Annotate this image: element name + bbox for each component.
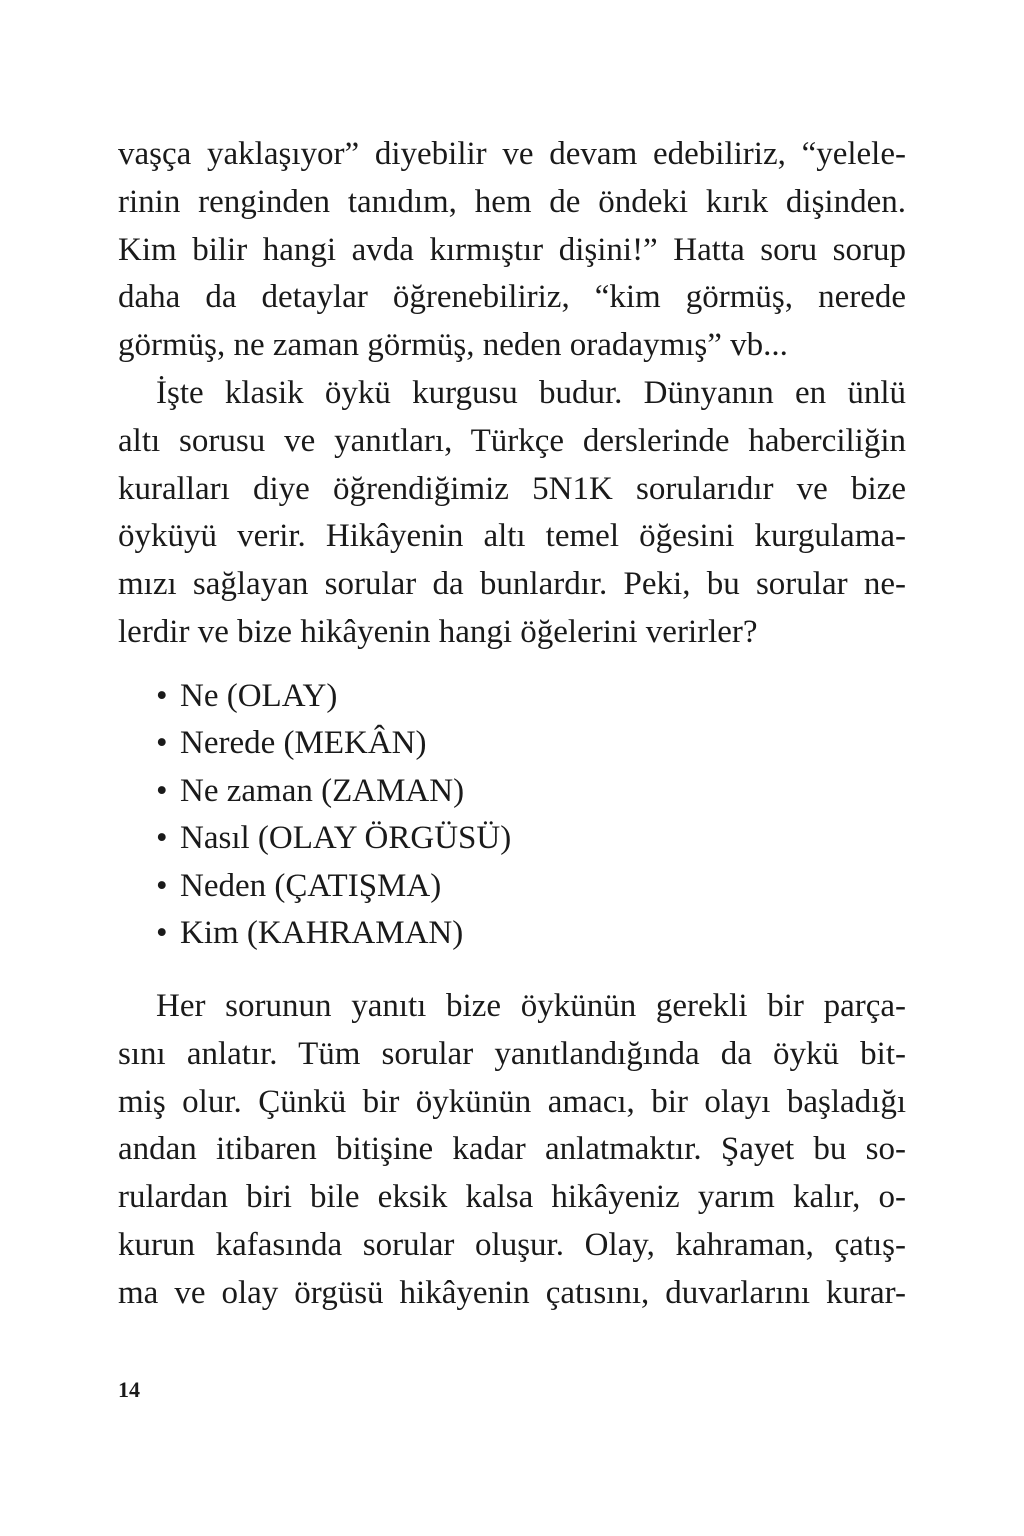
list-item-text: Ne (OLAY) (180, 678, 338, 714)
paragraph-line: daha da detaylar öğrenebiliriz, “kim görmüş, nerede (118, 279, 906, 316)
bullet-icon: • (156, 678, 168, 714)
paragraph-line: miş olur. Çünkü bir öykünün amacı, bir olayı başladığı (118, 1083, 906, 1120)
page-number: 14 (118, 1377, 140, 1402)
paragraph-line: İşte klasik öykü kurgusu budur. Dünyanın en ünlü (156, 375, 906, 411)
bullet-icon: • (156, 867, 168, 904)
paragraph-line: rinin renginden tanıdım, hem de öndeki kırık dişinden. (118, 183, 906, 220)
list-item-text: Kim (KAHRAMAN) (180, 914, 464, 951)
paragraph-line: vaşça yaklaşıyor” diyebilir ve devam edebiliriz, “yelele- (118, 136, 906, 172)
paragraph-line: mızı sağlayan sorular da bunlardır. Peki, bu sorular ne- (118, 566, 906, 603)
list-item (156, 815, 511, 862)
list-item (156, 863, 511, 910)
list-item-text: Ne zaman (ZAMAN) (180, 772, 465, 809)
paragraph-line: kurun kafasında sorular oluşur. Olay, kahraman, çatış- (118, 1226, 906, 1263)
paragraph-line: öyküyü verir. Hikâyenin altı temel öğesini kurgulama- (118, 518, 906, 555)
paragraph-line: sını anlatır. Tüm sorular yanıtlandığında da öykü bit- (118, 1035, 906, 1072)
bullet-icon: • (156, 914, 168, 951)
paragraph-line: Kim bilir hangi avda kırmıştır dişini!” Hatta soru sorup (118, 231, 906, 268)
paragraph-line: rulardan biri bile eksik kalsa hikâyeniz yarım kalır, o- (118, 1179, 906, 1216)
paragraph-2 (118, 370, 906, 657)
list-item (156, 910, 511, 957)
paragraph-line: Her sorunun yanıtı bize öykünün gerekli bir parça- (156, 988, 906, 1024)
list-item (156, 768, 511, 815)
bullet-list (156, 673, 511, 957)
list-item-text: Nasıl (OLAY ÖRGÜSÜ) (180, 820, 512, 857)
list-item (156, 673, 511, 720)
list-item-text: Neden (ÇATIŞMA) (180, 867, 442, 904)
bullet-icon: • (156, 725, 168, 762)
paragraph-line: ma ve olay örgüsü hikâyenin çatısını, duvarlarını kurar- (118, 1274, 906, 1311)
paragraph-3 (118, 983, 906, 1318)
paragraph-line: kuralları diye öğrendiğimiz 5N1K sorularıdır ve bize (118, 470, 906, 507)
bullet-icon: • (156, 772, 168, 809)
paragraph-line: görmüş, ne zaman görmüş, neden oradaymış” vb... (118, 327, 788, 364)
paragraph-line: andan itibaren bitişine kadar anlatmaktır. Şayet bu so- (118, 1131, 906, 1168)
list-item (156, 720, 511, 767)
paragraph-line: altı sorusu ve yanıtları, Türkçe derslerinde haberciliğin (118, 422, 906, 459)
list-item-text: Nerede (MEKÂN) (180, 725, 427, 762)
bullet-icon: • (156, 820, 168, 857)
paragraph-1 (118, 131, 906, 370)
paragraph-line: lerdir ve bize hikâyenin hangi öğelerini verirler? (118, 613, 758, 650)
